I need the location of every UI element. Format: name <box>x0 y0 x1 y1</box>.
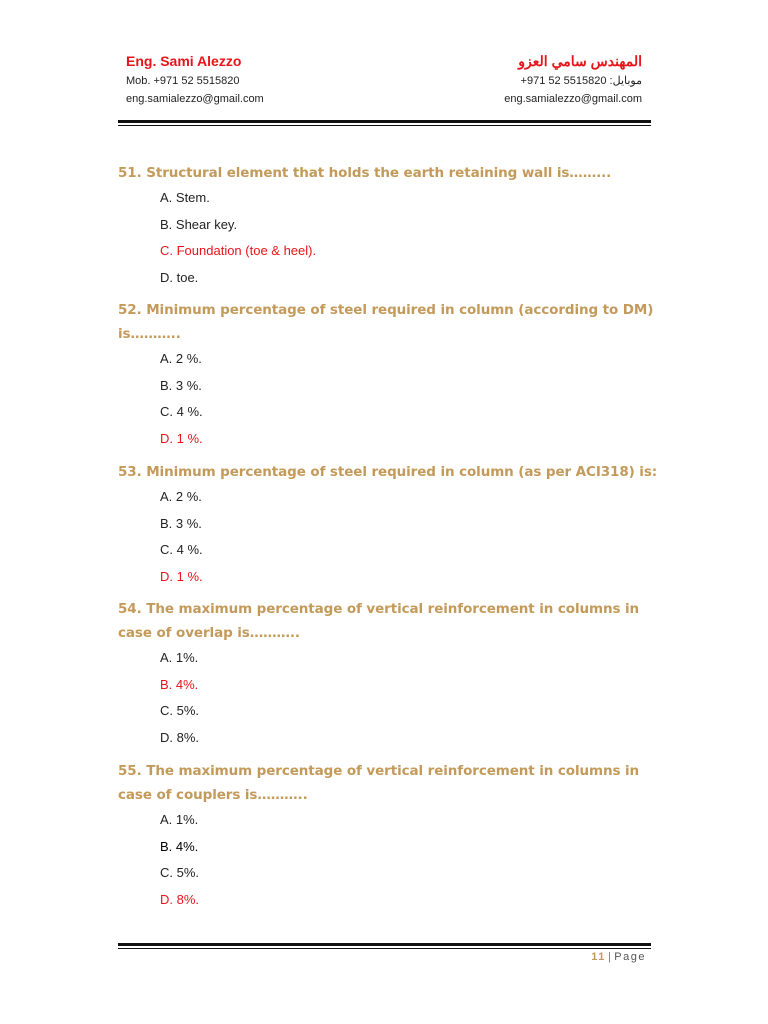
question-53 <box>118 460 658 590</box>
question-55 <box>118 759 658 913</box>
author-mobile-en: Mob. +971 52 5515820 <box>126 75 240 87</box>
option-c: C. 4 %. <box>160 542 203 557</box>
option-a: A. Stem. <box>160 190 210 205</box>
option-a: A. 1%. <box>160 650 199 665</box>
page-number: 11 <box>591 951 606 963</box>
option-d: D. 8%. <box>160 729 200 745</box>
option-c: C. 5%. <box>160 865 200 880</box>
options-list <box>160 346 658 452</box>
options-list <box>160 185 658 291</box>
author-mobile-ar: +971 52 5515820 :موبايل <box>520 75 642 87</box>
option-b: B. Shear key. <box>160 216 238 232</box>
header-english <box>126 52 264 106</box>
question-text: 55. The maximum percentage of vertical reinforcement in columns in case of couplers is……….. <box>118 763 640 803</box>
author-name-en: Eng. Sami Alezzo <box>126 53 242 69</box>
footer-divider <box>118 943 651 949</box>
options-list <box>160 807 658 913</box>
question-text: 51. Structural element that holds the earth retaining wall is……... <box>118 165 612 181</box>
option-c: C. 5%. <box>160 703 200 718</box>
option-a: A. 1%. <box>160 812 199 827</box>
author-email-en: eng.samialezzo@gmail.com <box>126 93 264 105</box>
header-arabic <box>504 52 642 106</box>
option-d-answer: D. 1 %. <box>160 568 203 584</box>
option-b: B. 3 %. <box>160 515 202 531</box>
option-c-answer: C. Foundation (toe & heel). <box>160 243 317 258</box>
option-a: A. 2 %. <box>160 489 202 504</box>
question-text: 53. Minimum percentage of steel required in column (as per ACI318) is: <box>118 464 658 480</box>
question-text: 54. The maximum percentage of vertical reinforcement in columns in case of overlap is……….. <box>118 601 640 641</box>
author-email-ar: eng.samialezzo@gmail.com <box>504 93 642 105</box>
question-text: 52. Minimum percentage of steel required in column (according to DM) is……….. <box>118 302 654 342</box>
option-a: A. 2 %. <box>160 351 202 366</box>
option-b-answer: B. 4%. <box>160 676 199 692</box>
option-d-answer: D. 8%. <box>160 891 200 907</box>
page-label: Page <box>614 951 646 963</box>
author-name-ar: المهندس سامي العزو <box>518 53 642 69</box>
page-footer <box>591 951 646 963</box>
footer-separator: | <box>607 951 613 963</box>
option-d: D. toe. <box>160 269 199 285</box>
options-list <box>160 645 658 751</box>
question-51 <box>118 161 658 291</box>
options-list <box>160 484 658 590</box>
option-d-answer: D. 1 %. <box>160 430 203 446</box>
option-b: B. 3 %. <box>160 377 202 393</box>
option-c: C. 4 %. <box>160 404 203 419</box>
question-52 <box>118 298 658 452</box>
option-b: B. 4%. <box>160 838 199 854</box>
header-divider <box>118 120 651 126</box>
question-54 <box>118 597 658 751</box>
